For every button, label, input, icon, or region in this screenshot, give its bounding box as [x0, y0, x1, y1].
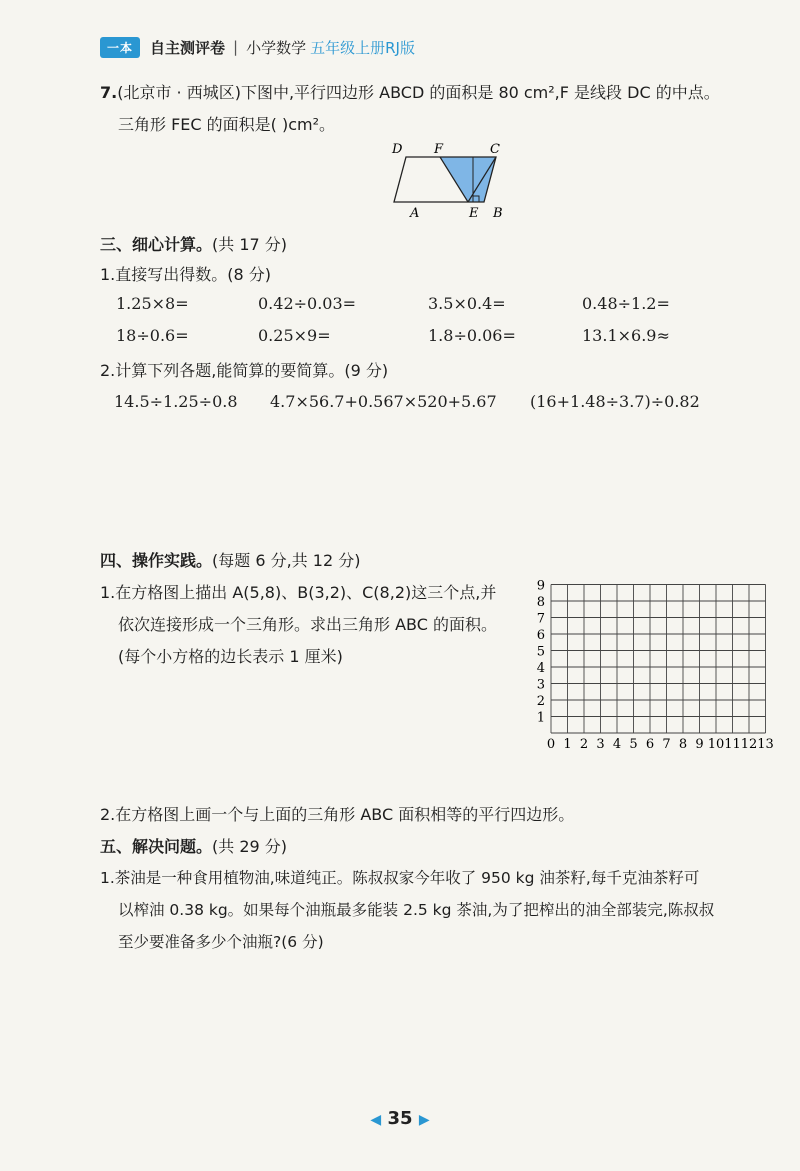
s3-q1-r2c4: 13.1×6.9≈ [582, 326, 670, 345]
s4-q1-line3: (每个小方格的边长表示 1 厘米) [118, 647, 343, 666]
s3-q1-r1c1: 1.25×8= [116, 294, 189, 313]
x-tick-label: 7 [662, 737, 671, 752]
section5-heading [100, 834, 287, 857]
page-header [100, 36, 415, 58]
y-axis-labels [537, 579, 545, 726]
section3-points: (共 17 分) [212, 235, 288, 254]
s3-q2-title: 2.计算下列各题,能简算的要简算。(9 分) [100, 361, 389, 380]
s3-q1-title: 1.直接写出得数。(8 分) [100, 265, 272, 284]
s3-q1-r2c3: 1.8÷0.06= [428, 326, 516, 345]
series-title: 自主测评卷 [150, 38, 226, 57]
x-axis-labels [547, 737, 774, 752]
q7-number: 7. [100, 83, 118, 102]
s5-q1-line3: 至少要准备多少个油瓶?(6 分) [118, 933, 324, 951]
y-tick-label: 6 [536, 628, 545, 643]
page-footer [370, 1108, 430, 1129]
section4-title: 四、操作实践。 [100, 551, 213, 570]
s3-q2-item1: 14.5÷1.25÷0.8 [114, 392, 238, 411]
y-tick-label: 9 [536, 578, 545, 594]
parallelogram-figure [380, 138, 510, 220]
section3-title: 三、细心计算。 [100, 235, 213, 254]
x-tick-label: 5 [629, 737, 638, 752]
section5-title: 五、解决问题。 [100, 837, 213, 856]
s3-q1-r1c4: 0.48÷1.2= [582, 294, 670, 313]
x-tick-label: 4 [612, 737, 622, 752]
header-separator: | [233, 38, 239, 56]
label-e: E [469, 206, 479, 220]
x-tick-label: 13 [757, 737, 774, 752]
y-tick-label: 5 [536, 644, 545, 660]
label-a: A [410, 206, 420, 220]
x-tick-label: 12 [740, 737, 758, 752]
s4-q1-line2: 依次连接形成一个三角形。求出三角形 ABC 的面积。 [118, 615, 497, 634]
grid-lines [551, 585, 766, 734]
x-tick-label: 2 [579, 737, 589, 752]
s3-q1-r2c1: 18÷0.6= [116, 326, 189, 345]
s5-q1-line2: 以榨油 0.38 kg。如果每个油瓶最多能装 2.5 kg 茶油,为了把榨出的油全部装完,陈叔叔 [118, 901, 715, 919]
section3-heading [100, 232, 287, 255]
x-tick-label: 3 [596, 737, 605, 752]
label-d: D [392, 142, 403, 157]
section4-heading [100, 548, 360, 571]
label-b: B [493, 206, 503, 220]
x-tick-label: 6 [645, 737, 655, 752]
x-tick-label: 9 [695, 737, 704, 752]
next-arrow-icon: ▶ [418, 1112, 430, 1128]
y-tick-label: 7 [536, 611, 545, 627]
s3-q1-r2c2: 0.25×9= [258, 326, 331, 345]
brand-badge: 一本 [100, 37, 140, 58]
label-c: C [490, 142, 500, 157]
section4-points: (每题 6 分,共 12 分) [212, 551, 361, 570]
q7-line2: 三角形 FEC 的面积是( )cm²。 [118, 115, 336, 134]
q7-text-1: (北京市 · 西城区)下图中,平行四边形 ABCD 的面积是 80 cm²,F 是线段 DC 的中点。 [117, 83, 720, 102]
s3-q2-item3: (16+1.48÷3.7)÷0.82 [530, 392, 700, 411]
x-tick-label: 1 [563, 737, 572, 752]
y-tick-label: 3 [536, 677, 545, 693]
s3-q2-item2: 4.7×56.7+0.567×520+5.67 [270, 392, 497, 411]
grade-title: 五年级上册RJ版 [310, 38, 415, 57]
y-tick-label: 4 [536, 661, 545, 676]
x-tick-label: 10 [707, 737, 725, 752]
x-tick-label: 8 [678, 737, 688, 752]
label-f: F [434, 142, 444, 157]
s3-q1-r1c2: 0.42÷0.03= [258, 294, 357, 313]
section5-points: (共 29 分) [212, 837, 288, 856]
q7-line1 [100, 80, 720, 103]
prev-arrow-icon: ◀ [370, 1112, 382, 1128]
s4-q1-line1: 1.在方格图上描出 A(5,8)、B(3,2)、C(8,2)这三个点,并 [100, 583, 497, 602]
x-tick-label: 0 [546, 737, 556, 752]
y-tick-label: 2 [536, 694, 545, 709]
y-tick-label: 8 [536, 595, 545, 610]
s3-q1-r1c3: 3.5×0.4= [428, 294, 506, 313]
page-number: 35 [387, 1108, 413, 1129]
coordinate-grid [534, 578, 786, 754]
subject-title: 小学数学 [246, 38, 307, 57]
s5-q1-line1: 1.茶油是一种食用植物油,味道纯正。陈叔叔家今年收了 950 kg 油茶籽,每千克油茶籽可 [100, 869, 700, 887]
x-tick-label: 11 [724, 737, 741, 752]
triangle-fec-shade [440, 157, 496, 202]
s4-q2: 2.在方格图上画一个与上面的三角形 ABC 面积相等的平行四边形。 [100, 805, 575, 824]
y-tick-label: 1 [536, 710, 545, 726]
